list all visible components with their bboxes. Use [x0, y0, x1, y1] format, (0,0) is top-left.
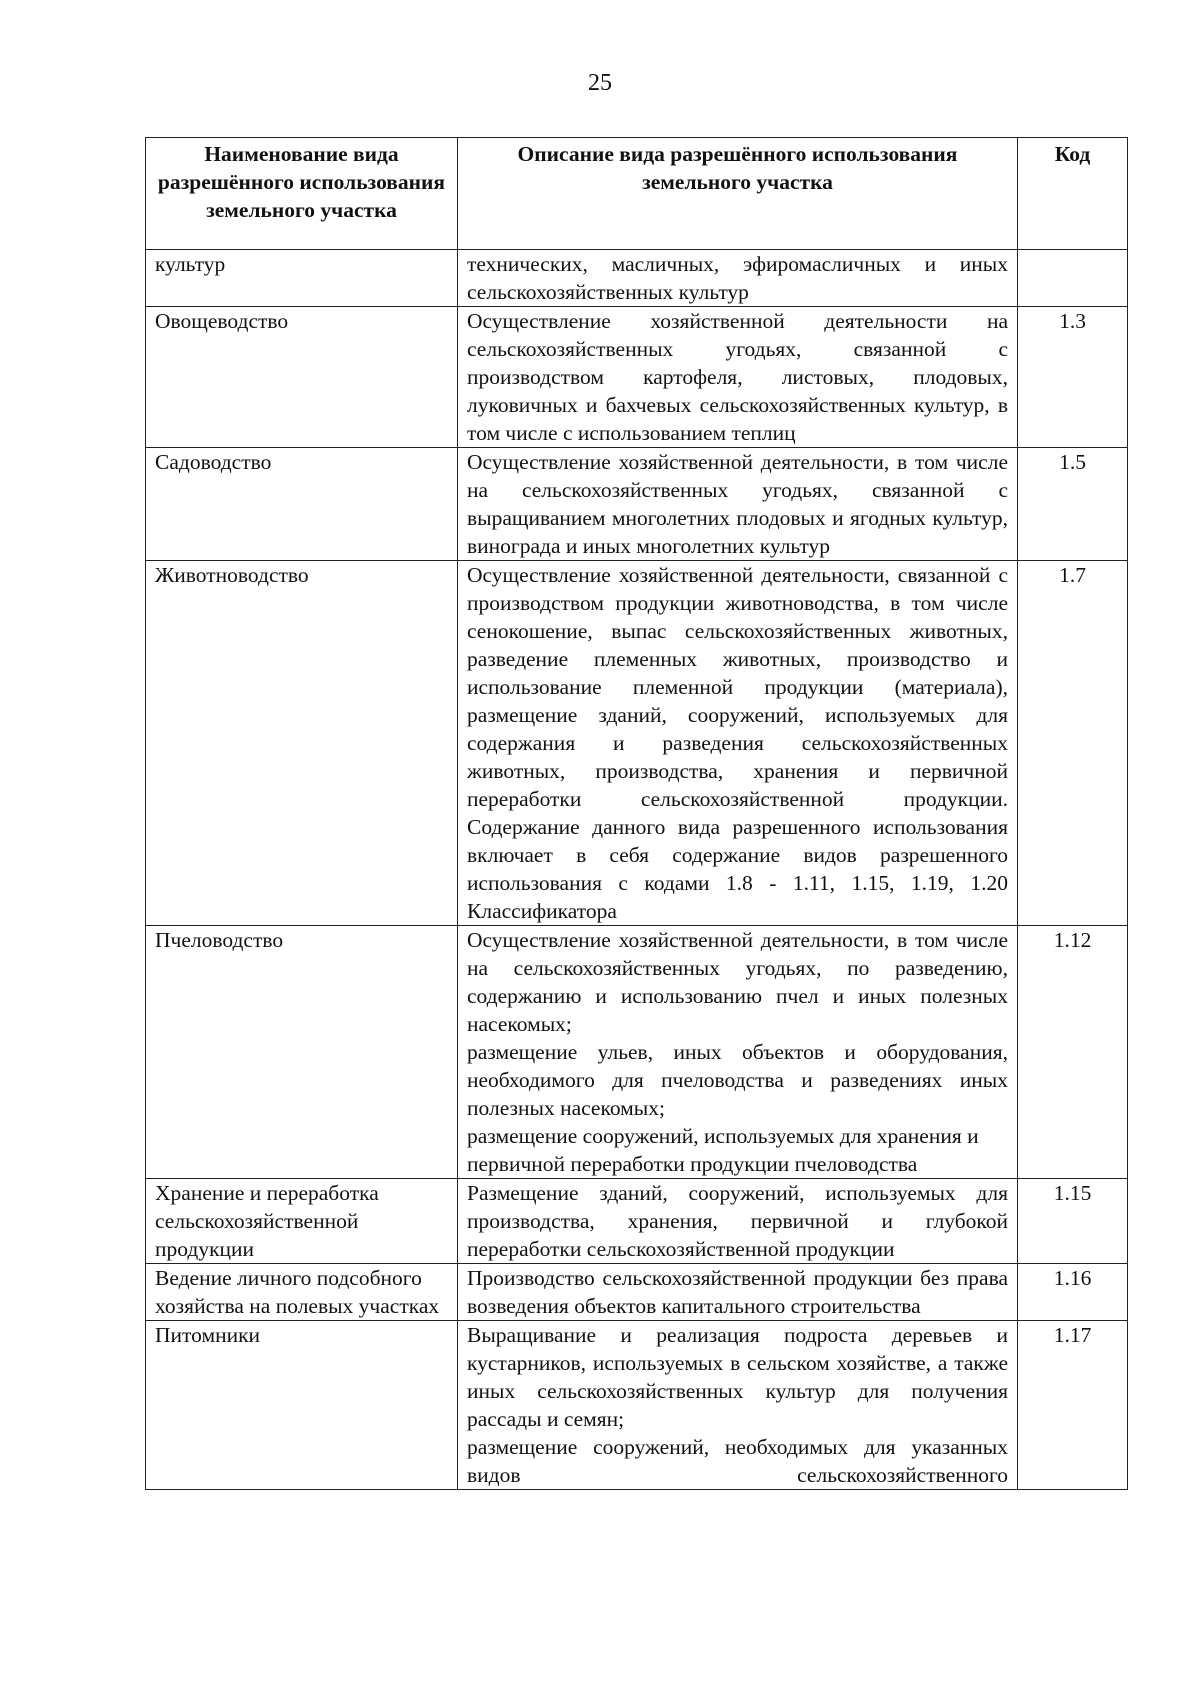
cell-code: 1.3: [1018, 307, 1128, 448]
cell-code: [1018, 250, 1128, 307]
description-paragraph: размещение сооружений, используемых для хранения и первичной переработки продукции пчеловодства: [467, 1124, 979, 1176]
description-paragraph: Производство сельскохозяйственной продукции без права возведения объектов капитального строительства: [467, 1266, 1008, 1318]
table-row: [146, 1321, 1128, 1490]
header-code: Код: [1018, 138, 1128, 250]
table-header-row: [146, 138, 1128, 250]
table-row: [146, 1264, 1128, 1321]
table-row: [146, 250, 1128, 307]
description-paragraph: Осуществление хозяйственной деятельности, в том числе на сельскохозяйственных угодьях, связанной с выращиванием многолетних плодовых и ягодных культур, винограда и иных многолетних культур: [467, 450, 1008, 558]
cell-code: 1.15: [1018, 1179, 1128, 1264]
cell-name: Ведение личного подсобного хозяйства на полевых участках: [146, 1264, 458, 1321]
cell-description: [458, 1321, 1018, 1490]
description-paragraph: размещение сооружений, необходимых для указанных видов сельскохозяйственного: [467, 1435, 1008, 1487]
cell-description: [458, 1264, 1018, 1321]
cell-code: 1.12: [1018, 926, 1128, 1179]
cell-description: [458, 926, 1018, 1179]
cell-name: Хранение и переработка сельскохозяйственной продукции: [146, 1179, 458, 1264]
cell-name: Пчеловодство: [146, 926, 458, 1179]
header-description: Описание вида разрешённого использования земельного участка: [458, 138, 1018, 250]
cell-description: [458, 250, 1018, 307]
cell-name: Овощеводство: [146, 307, 458, 448]
cell-code: 1.7: [1018, 561, 1128, 926]
cell-code: 1.17: [1018, 1321, 1128, 1490]
table-row: [146, 926, 1128, 1179]
description-paragraph: технических, масличных, эфиромасличных и иных сельскохозяйственных культур: [467, 252, 1008, 304]
cell-description: [458, 561, 1018, 926]
cell-description: [458, 1179, 1018, 1264]
description-paragraph: Размещение зданий, сооружений, используемых для производства, хранения, первичной и глубокой переработки сельскохозяйственной продукции: [467, 1181, 1008, 1261]
cell-description: [458, 448, 1018, 561]
description-paragraph: Осуществление хозяйственной деятельности, связанной с производством продукции животноводства, в том числе сенокошение, выпас сельскохозяйственных животных, разведение племенных животных, производство и использование племенной продукции (материала), размещение зданий, сооружений, используемых для содержания и разведения сельскохозяйственных животных, производства, хранения и первичной переработки сельскохозяйственной продукции. Содержание данного вида разрешенного использования включает в себя содержание видов разрешенного использования с кодами 1.8 - 1.11, 1.15, 1.19, 1.20 Классификатора: [467, 563, 1008, 923]
land-use-table: [145, 137, 1128, 1490]
cell-name: Садоводство: [146, 448, 458, 561]
table-row: [146, 448, 1128, 561]
cell-name: культур: [146, 250, 458, 307]
description-paragraph: размещение ульев, иных объектов и оборудования, необходимого для пчеловодства и разведениях иных полезных насекомых;: [467, 1040, 1008, 1120]
cell-name: Питомники: [146, 1321, 458, 1490]
table-row: [146, 1179, 1128, 1264]
cell-description: [458, 307, 1018, 448]
cell-name: Животноводство: [146, 561, 458, 926]
page-number: 25: [588, 70, 612, 96]
table-row: [146, 307, 1128, 448]
description-paragraph: Осуществление хозяйственной деятельности, в том числе на сельскохозяйственных угодьях, по разведению, содержанию и использованию пчел и иных полезных насекомых;: [467, 928, 1008, 1036]
cell-code: 1.5: [1018, 448, 1128, 561]
description-paragraph: Выращивание и реализация подроста деревьев и кустарников, используемых в сельском хозяйстве, а также иных сельскохозяйственных культур для получения рассады и семян;: [467, 1323, 1008, 1431]
cell-code: 1.16: [1018, 1264, 1128, 1321]
table-row: [146, 561, 1128, 926]
header-name: Наименование вида разрешённого использования земельного участка: [146, 138, 458, 250]
description-paragraph: Осуществление хозяйственной деятельности на сельскохозяйственных угодьях, связанной с производством картофеля, листовых, плодовых, луковичных и бахчевых сельскохозяйственных культур, в том числе с использованием теплиц: [467, 309, 1008, 445]
